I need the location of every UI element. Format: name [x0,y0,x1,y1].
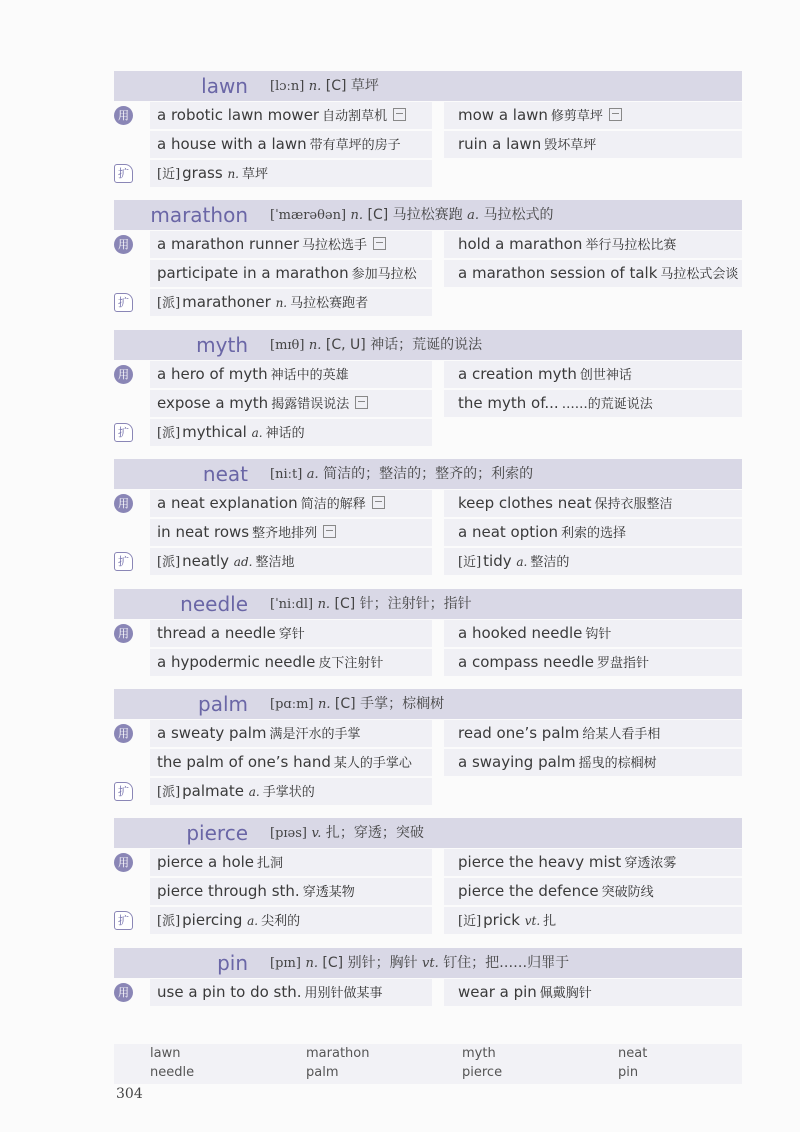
collocation-row [114,848,742,877]
usage-marker-icon: 用 [114,853,133,872]
entry-neat [114,459,742,576]
usage-marker-icon: 用 [114,106,133,125]
collocation-row [114,159,742,188]
definition: [C] 草坪 [325,78,379,94]
entry-header [114,71,742,101]
phrase-english: a swaying palm [458,753,576,771]
example-box-icon [355,396,368,409]
phrase-english: keep clothes neat [458,494,592,512]
phrase-english: marathoner [182,293,271,311]
definition: 扎；穿透；突破 [325,825,424,841]
example-box-icon [609,108,622,121]
phrase-english: a hero of myth [157,365,268,383]
collocation-left [150,231,432,258]
collocation-right [444,519,742,546]
collocation-row [114,288,742,317]
collocation-left [150,390,432,417]
phrase-english: a marathon session of talk [458,264,658,282]
phrase-chinese: 简洁的解释 [300,497,366,512]
phrase-english: mythical [182,423,247,441]
definition-line [270,689,444,719]
entry-myth [114,330,742,447]
phrase-english: a creation myth [458,365,577,383]
entry-header [114,689,742,719]
definition: 简洁的；整洁的；整齐的；利索的 [323,466,534,482]
collocation-left [150,361,432,388]
collocation-row [114,259,742,288]
part-of-speech: n. [317,697,331,712]
definition-line [270,459,533,489]
phrase-chinese: 佩戴胸针 [539,986,592,1001]
collocation-row [114,877,742,906]
collocation-left [150,849,432,876]
collocation-left [150,519,432,546]
definition: 马拉松式的 [483,207,554,223]
collocation-row [114,777,742,806]
example-box-icon [372,496,385,509]
index-word: marathon [306,1046,370,1061]
part-of-speech: vt. [524,914,541,928]
phrase-english: pierce the defence [458,882,599,900]
collocation-right [444,849,742,876]
entry-header [114,459,742,489]
phrase-chinese: 自动割草机 [322,109,388,124]
phrase-english: neatly [182,552,230,570]
phrase-chinese: 揭露错误说法 [271,397,350,412]
definition: [C] 针；注射针；指针 [334,596,472,612]
collocation-right [444,720,742,747]
collocation-right [444,649,742,676]
definition: [C, U] 神话；荒诞的说法 [325,337,483,353]
phrase-english: prick [483,911,520,929]
collocation-right [444,231,742,258]
definition-line [270,948,569,978]
part-of-speech: v. [311,826,322,841]
definition: 钉住；把……归罪于 [443,955,570,971]
relation-tag: [派] [157,426,181,441]
usage-marker-icon: 用 [114,235,133,254]
part-of-speech: n. [275,296,288,310]
entry-palm [114,689,742,806]
index-word: needle [150,1065,195,1080]
collocation-left [150,979,432,1006]
collocation-left [150,102,432,129]
part-of-speech: a. [247,914,259,928]
phrase-english: grass [182,164,223,182]
part-of-speech: n. [305,956,318,971]
headword: pierce [186,821,248,845]
part-of-speech: vt. [422,956,439,971]
phrase-chinese: 利索的选择 [560,526,626,541]
definition-line [270,589,472,619]
collocation-left [150,620,432,647]
collocation-row [114,389,742,418]
collocation-left [150,160,432,187]
definition-line [270,330,482,360]
phrase-chinese: 皮下注射针 [318,656,384,671]
entry-lawn [114,71,742,188]
phrase-english: a sweaty palm [157,724,267,742]
phrase-english: palmate [182,782,244,800]
phrase-english: pierce a hole [157,853,255,871]
collocation-row [114,230,742,259]
entry-header [114,818,742,848]
extension-marker-icon: 扩 [114,552,133,571]
phrase-english: a robotic lawn mower [157,106,320,124]
phrase-chinese: 手掌状的 [262,785,315,800]
phrase-english: a neat option [458,523,558,541]
collocation-left [150,907,432,934]
phrase-chinese: 用别针做某事 [304,986,383,1001]
extension-marker-icon: 扩 [114,782,133,801]
relation-tag: [派] [157,785,181,800]
collocation-row [114,906,742,935]
collocation-left [150,260,432,287]
part-of-speech: ad. [233,555,253,569]
part-of-speech: a. [251,426,263,440]
page-number: 304 [116,1086,143,1102]
entry-needle [114,589,742,677]
pronunciation: [ˈmærəθən] [270,208,347,223]
collocation-row [114,518,742,547]
collocation-right [444,548,742,575]
definition-line [270,71,379,101]
index-word: neat [618,1046,648,1061]
extension-marker-icon: 扩 [114,164,133,183]
collocation-row [114,619,742,648]
collocation-row [114,748,742,777]
part-of-speech: a. [467,208,479,223]
phrase-english: pierce the heavy mist [458,853,622,871]
phrase-english: hold a marathon [458,235,583,253]
definition: [C] 手掌；棕榈树 [334,696,445,712]
pronunciation: [mɪθ] [270,338,305,353]
index-word: myth [462,1046,496,1061]
entry-pierce [114,818,742,935]
pronunciation: [lɔːn] [270,79,305,94]
relation-tag: [派] [157,555,181,570]
relation-tag: [近] [157,167,181,182]
phrase-english: thread a needle [157,624,276,642]
usage-marker-icon: 用 [114,724,133,743]
collocation-left [150,778,432,805]
part-of-speech: a. [248,785,260,799]
index-word: pierce [462,1065,503,1080]
part-of-speech: n. [227,167,239,181]
definition: [C] 别针；胸针 [322,955,418,971]
phrase-chinese: 保持衣服整洁 [594,497,673,512]
part-of-speech: n. [308,79,322,94]
collocation-right [444,620,742,647]
phrase-chinese: 穿透某物 [302,885,355,900]
part-of-speech: n. [317,597,331,612]
index-word: lawn [150,1046,181,1061]
example-box-icon [393,108,406,121]
phrase-english: mow a lawn [458,106,548,124]
phrase-english: read one’s palm [458,724,580,742]
phrase-english: pierce through sth. [157,882,300,900]
phrase-chinese: 摇曳的棕榈树 [578,756,657,771]
extension-marker-icon: 扩 [114,911,133,930]
phrase-english: expose a myth [157,394,269,412]
phrase-chinese: 马拉松选手 [302,238,368,253]
phrase-chinese: 参加马拉松 [351,267,417,282]
phrase-english: a hypodermic needle [157,653,316,671]
phrase-chinese: 神话的 [265,426,305,441]
index-word: pin [618,1065,639,1080]
usage-marker-icon: 用 [114,983,133,1002]
part-of-speech: a. [516,555,528,569]
phrase-chinese: 毁坏草坪 [544,138,597,153]
usage-marker-icon: 用 [114,494,133,513]
part-of-speech: n. [308,338,322,353]
phrase-english: wear a pin [458,983,537,1001]
phrase-chinese: 马拉松赛跑者 [290,296,369,311]
word-index [114,1044,742,1084]
phrase-chinese: 马拉松式会谈 [660,267,739,282]
collocation-left [150,878,432,905]
extension-marker-icon: 扩 [114,423,133,442]
collocation-left [150,749,432,776]
phrase-english: a marathon runner [157,235,300,253]
relation-tag: [近] [458,914,482,929]
phrase-chinese: 扎洞 [257,856,284,871]
phrase-english: a compass needle [458,653,594,671]
part-of-speech: n. [350,208,364,223]
collocation-row [114,648,742,677]
phrase-english: participate in a marathon [157,264,349,282]
collocation-right [444,102,742,129]
entry-header [114,948,742,978]
phrase-english: a house with a lawn [157,135,307,153]
pronunciation: [pɪəs] [270,826,307,841]
phrase-english: the palm of one’s hand [157,753,331,771]
phrase-chinese: 创世神话 [579,368,632,383]
entry-header [114,330,742,360]
collocation-right [444,260,742,287]
definition: [C] 马拉松赛跑 [367,207,463,223]
collocation-right [444,907,742,934]
headword: myth [196,333,248,357]
pronunciation: [pɑːm] [270,697,314,712]
phrase-chinese: 整洁的 [530,555,570,570]
phrase-english: in neat rows [157,523,250,541]
headword: lawn [201,74,248,98]
phrase-chinese: 罗盘指针 [597,656,650,671]
phrase-english: the myth of... [458,394,559,412]
collocation-right [444,749,742,776]
phrase-chinese: 突破防线 [601,885,654,900]
entry-header [114,200,742,230]
phrase-chinese: 满是汗水的手掌 [269,727,361,742]
headword: needle [180,592,248,616]
headword: marathon [150,203,248,227]
collocation-row [114,360,742,389]
definition-line [270,818,424,848]
collocation-left [150,649,432,676]
index-word: palm [306,1065,339,1080]
phrase-chinese: ……的荒诞说法 [561,397,653,412]
phrase-chinese: 扎 [543,914,557,929]
phrase-chinese: 草坪 [242,167,269,182]
phrase-chinese: 某人的手掌心 [333,756,412,771]
phrase-chinese: 举行马拉松比赛 [585,238,677,253]
headword: neat [202,462,248,486]
collocation-right [444,390,742,417]
collocation-right [444,490,742,517]
phrase-chinese: 穿针 [278,627,305,642]
phrase-chinese: 带有草坪的房子 [309,138,401,153]
collocation-row [114,418,742,447]
collocation-left [150,419,432,446]
phrase-chinese: 神话中的英雄 [270,368,349,383]
collocation-right [444,979,742,1006]
phrase-chinese: 穿透浓雾 [624,856,677,871]
collocation-right [444,361,742,388]
phrase-chinese: 整齐地排列 [252,526,318,541]
example-box-icon [323,525,336,538]
collocation-row [114,719,742,748]
phrase-english: a neat explanation [157,494,298,512]
relation-tag: [派] [157,914,181,929]
collocation-right [444,131,742,158]
collocation-right [444,878,742,905]
phrase-chinese: 修剪草坪 [550,109,603,124]
part-of-speech: a. [306,467,319,482]
collocation-row [114,489,742,518]
collocation-row [114,547,742,576]
collocation-left [150,490,432,517]
pronunciation: [ˈniːdl] [270,597,314,612]
pronunciation: [pɪn] [270,956,301,971]
example-box-icon [373,237,386,250]
pronunciation: [niːt] [270,467,303,482]
relation-tag: [派] [157,296,181,311]
phrase-english: a hooked needle [458,624,583,642]
phrase-english: use a pin to do sth. [157,983,302,1001]
collocation-left [150,548,432,575]
phrase-english: ruin a lawn [458,135,542,153]
usage-marker-icon: 用 [114,624,133,643]
entry-header [114,589,742,619]
entry-marathon [114,200,742,317]
phrase-chinese: 钩针 [585,627,612,642]
collocation-left [150,131,432,158]
collocation-row [114,130,742,159]
phrase-english: tidy [483,552,512,570]
extension-marker-icon: 扩 [114,293,133,312]
collocation-left [150,720,432,747]
phrase-chinese: 尖利的 [261,914,301,929]
phrase-chinese: 整洁地 [255,555,295,570]
phrase-chinese: 给某人看手相 [582,727,661,742]
collocation-left [150,289,432,316]
phrase-english: piercing [182,911,243,929]
usage-marker-icon: 用 [114,365,133,384]
definition-line [270,200,553,230]
headword: palm [198,692,248,716]
entry-pin [114,948,742,1007]
collocation-row [114,978,742,1007]
relation-tag: [近] [458,555,482,570]
headword: pin [217,951,248,975]
collocation-row [114,101,742,130]
